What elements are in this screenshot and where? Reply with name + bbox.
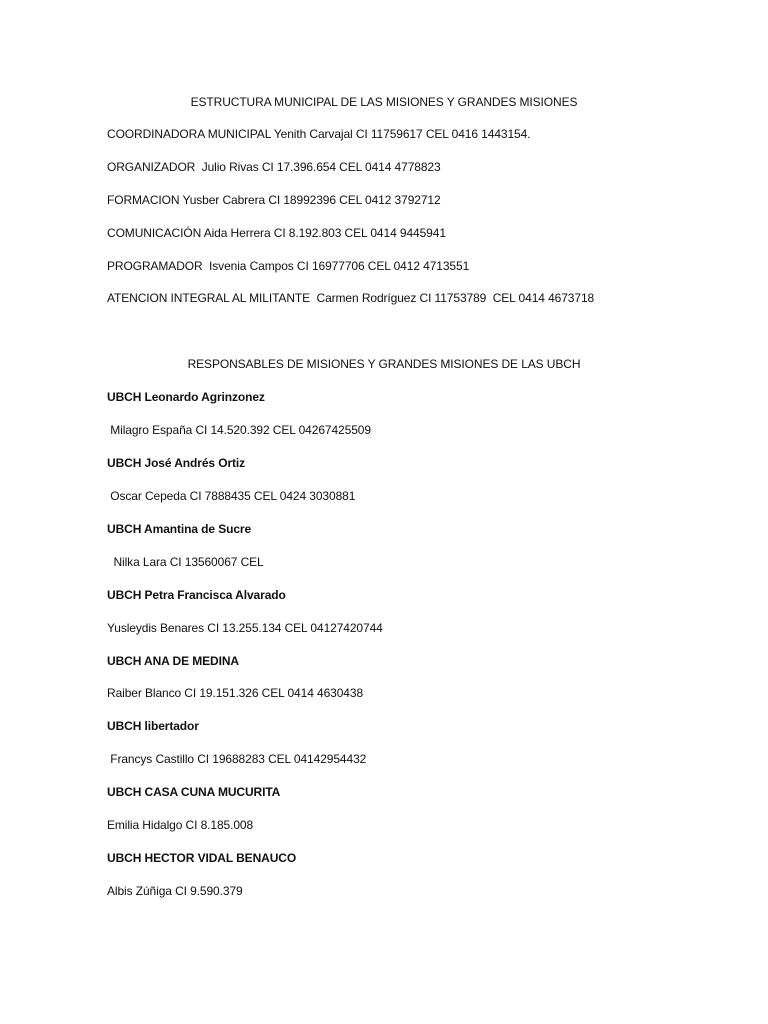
structure-line-formacion: FORMACION Yusber Cabrera CI 18992396 CEL 0412 3792712: [107, 193, 441, 207]
ubch-name: UBCH CASA CUNA MUCURITA: [107, 785, 281, 799]
ubch-name: UBCH ANA DE MEDINA: [107, 654, 239, 668]
ubch-contact: Milagro España CI 14.520.392 CEL 04267425509: [107, 423, 371, 437]
ubch-contact: Francys Castillo CI 19688283 CEL 04142954432: [107, 752, 367, 766]
ubch-contact: Nilka Lara CI 13560067 CEL: [107, 555, 264, 569]
ubch-contact: Raiber Blanco CI 19.151.326 CEL 0414 4630438: [107, 686, 364, 700]
structure-line-comunicacion: COMUNICACIÓN Aida Herrera CI 8.192.803 CEL 0414 9445941: [107, 226, 446, 240]
structure-line-organizador: ORGANIZADOR Julio Rivas CI 17.396.654 CEL 0414 4778823: [107, 160, 441, 174]
structure-line-coordinadora: COORDINADORA MUNICIPAL Yenith Carvajal CI 11759617 CEL 0416 1443154.: [107, 127, 531, 141]
ubch-contact: Yusleydis Benares CI 13.255.134 CEL 04127420744: [107, 621, 383, 635]
ubch-contact: Oscar Cepeda CI 7888435 CEL 0424 3030881: [107, 489, 356, 503]
structure-line-atencion: ATENCION INTEGRAL AL MILITANTE Carmen Rodríguez CI 11753789 CEL 0414 4673718: [107, 291, 595, 305]
ubch-name: UBCH Petra Francisca Alvarado: [107, 588, 286, 602]
responsables-title: RESPONSABLES DE MISIONES Y GRANDES MISIONES DE LAS UBCH: [187, 357, 581, 371]
structure-title: ESTRUCTURA MUNICIPAL DE LAS MISIONES Y GRANDES MISIONES: [190, 95, 578, 109]
ubch-name: UBCH José Andrés Ortiz: [107, 456, 246, 470]
ubch-name: UBCH Leonardo Agrinzonez: [107, 390, 265, 404]
ubch-name: UBCH libertador: [107, 719, 199, 733]
ubch-name: UBCH Amantina de Sucre: [107, 522, 252, 536]
structure-line-programador: PROGRAMADOR Isvenia Campos CI 16977706 CEL 0412 4713551: [107, 259, 470, 273]
ubch-contact: Emilia Hidalgo CI 8.185.008: [107, 818, 254, 832]
ubch-name: UBCH HECTOR VIDAL BENAUCO: [107, 851, 297, 865]
ubch-contact: Albis Zúñiga CI 9.590.379: [107, 884, 243, 898]
